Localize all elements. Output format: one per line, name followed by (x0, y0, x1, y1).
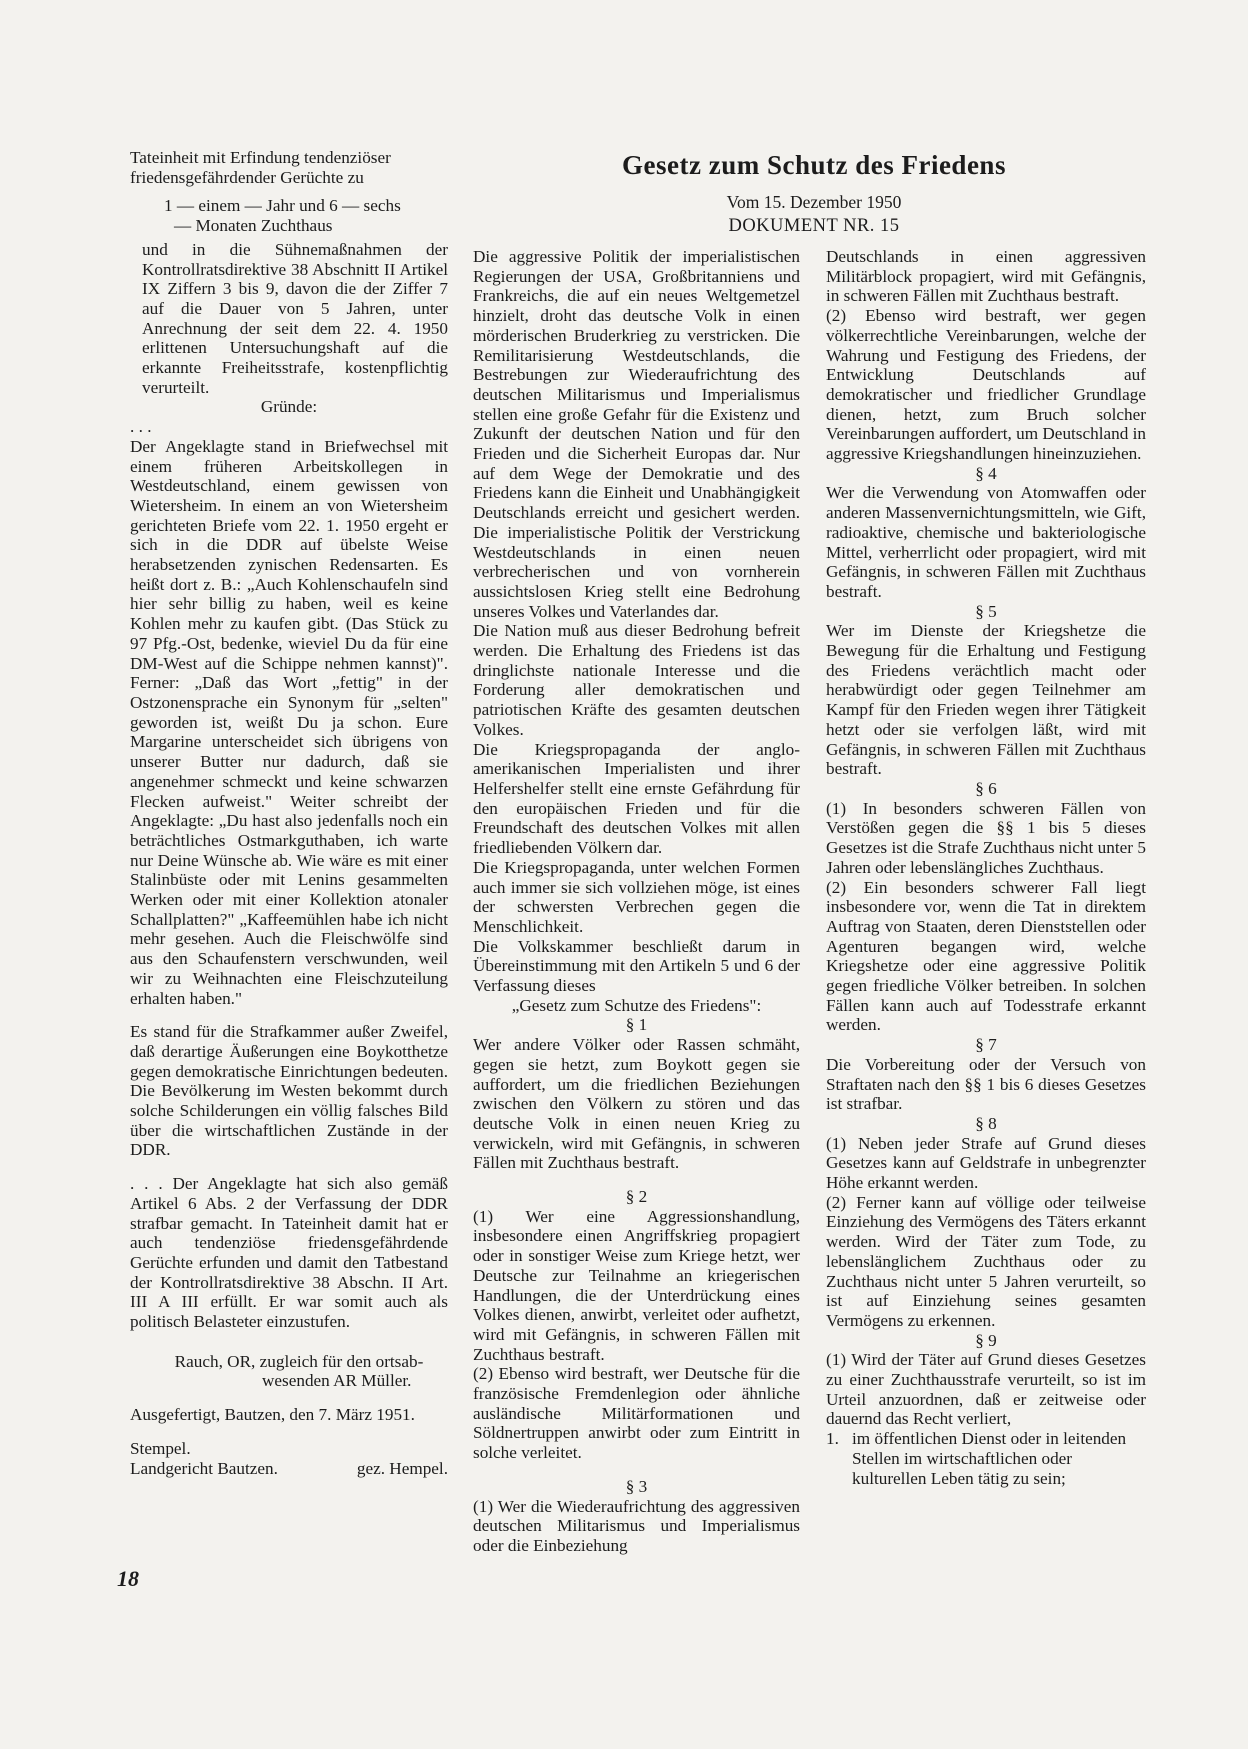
judge-signature: gez. Hempel. (356, 1458, 448, 1478)
right-column (826, 247, 1146, 1488)
court-name: Landgericht Bautzen. (130, 1458, 278, 1478)
list-item-text: im öffentlichen Dienst oder in leitenden Stellen im wirtschaftlichen oder kulturellen Leben tätig zu sein; (852, 1429, 1127, 1488)
reasons-paragraph: . . . Der Angeklagte hat sich also gemäß Artikel 6 Abs. 2 der Verfassung der DDR strafbar gemacht. In Tateinheit damit hat er auch tendenziöse friedensgefährdende Gerüchte erfunden und damit den Tatbestand der Kontrollratsdirektive 38 Abschn. II Art. III A III erfüllt. Er war somit auch als politisch Belasteter einzustufen. (130, 1174, 448, 1332)
section-heading: § 7 (975, 1035, 997, 1055)
section-text: (2) Ein besonders schwerer Fall liegt insbesondere vor, wenn die Tat in direktem Auftrag von Staaten, deren Dienststellen oder Agenturen begangen wird, welche Kriegshetze oder eine aggressive Politik gegen friedliche Völker betreiben. In solchen Fällen kann auch auf Todesstrafe erkannt werden. (826, 877, 1146, 1035)
section-heading: § 8 (975, 1113, 997, 1133)
section-text: (1) Wer die Wiederaufrichtung des aggressiven deutschen Militarismus und Imperialismus oder die Einbeziehung (473, 1496, 800, 1555)
law-date: Vom 15. Dezember 1950 (726, 192, 902, 212)
ellipsis: . . . (130, 417, 152, 437)
page-number: 18 (117, 1566, 139, 1591)
section-heading: § 4 (975, 463, 997, 483)
section-text: (2) Ebenso wird bestraft, wer Deutsche für die französische Fremdenlegion oder ähnliche ausländische Militärformationen und Söldnertruppen anwirbt oder zum Eintritt in solche verleitet. (473, 1364, 800, 1463)
preamble-paragraph: Die Nation muß aus dieser Bedrohung befreit werden. Die Erhaltung des Friedens ist das dringlichste nationale Interesse und die Forderung aller demokratischen und patriotischen Kräfte des gesamten deutschen Volkes. (473, 621, 800, 739)
document-number: DOKUMENT NR. 15 (728, 216, 900, 236)
stamp-label: Stempel. (130, 1438, 191, 1458)
court-signature-row (130, 1459, 448, 1479)
section-heading: § 6 (975, 778, 997, 798)
section-text: Deutschlands in einen aggressiven Militärblock propagiert, wird mit Gefängnis, in schweren Fällen mit Zuchthaus bestraft. (826, 247, 1146, 306)
preamble-paragraph: Die aggressive Politik der imperialistischen Regierungen der USA, Großbritanniens und Frankreichs, die auf ein neues Weltgemetzel hinzielt, droht das deutsche Volk in einen mörderischen Bruderkrieg zu verstricken. Die Remilitarisierung Westdeutschlands, die Bestrebungen zur Wiederaufrichtung des deutschen Militarismus und Imperialismus stellen eine große Gefahr für die Existenz und Zukunft der deutschen Nation und für den Frieden und die Sicherheit Europas dar. Nur auf dem Wege der Demokratie und des Friedens kann die Einheit und Unabhängigkeit Deutschlands erreicht und gesichert werden. Die imperialistische Politik der Verstrickung Westdeutschlands in einen neuen verbrecherischen und von vornherein aussichtslosen Krieg stellt eine Bedrohung unseres Volkes und Vaterlandes dar. (473, 247, 800, 621)
section-heading: § 5 (975, 601, 997, 621)
section-text: (1) In besonders schweren Fällen von Verstößen gegen die §§ 1 bis 5 dieses Gesetzes ist die Strafe Zuchthaus nicht unter 5 Jahren oder lebenslängliches Zuchthaus. (826, 798, 1146, 877)
law-title: Gesetz zum Schutz des Friedens (622, 150, 1006, 180)
intro-line: Tateinheit mit Erfindung tendenziöser (130, 148, 391, 167)
preamble-paragraph: Die Kriegspropaganda, unter welchen Formen auch immer sie sich vollziehen möge, ist eines der schwersten Verbrechen gegen die Menschlichkeit. (473, 857, 800, 936)
section-heading: § 1 (625, 1015, 648, 1035)
intro-line: friedensgefährdender Gerüchte zu (130, 167, 364, 187)
law-header (600, 148, 1028, 237)
list-item (826, 1429, 1146, 1488)
section-heading: § 9 (975, 1330, 997, 1350)
signature-line: wesenden AR Müller. (262, 1371, 412, 1391)
left-column (130, 148, 448, 1478)
section-text: Die Vorbereitung oder der Versuch von Straftaten nach den §§ 1 bis 6 dieses Gesetzes ist strafbar. (826, 1054, 1146, 1114)
section-text: (1) Neben jeder Strafe auf Grund dieses Gesetzes kann auf Geldstrafe in unbegrenzter Höhe erkannt werden. (826, 1133, 1146, 1193)
reasons-paragraph: Es stand für die Strafkammer außer Zweifel, daß derartige Äußerungen eine Boykotthetze gegen demokratische Einrichtungen bedeuten. Die Bevölkerung im Westen bekommt durch solche Schilderungen ein völlig falsches Bild über die wirtschaftlichen Zustände in der DDR. (130, 1022, 448, 1160)
section-heading: § 3 (625, 1476, 648, 1496)
sentence-line: — Monaten Zuchthaus (174, 216, 333, 236)
section-text: (2) Ferner kann auf völlige oder teilweise Einziehung des Vermögens des Täters erkannt werden. Wird der Täter zum Tode, zu lebenslänglichem Zuchthaus oder zu Zuchthaus nicht unter 5 Jahren verurteilt, so ist auf Einziehung seines gesamten Vermögens zu erkennen. (826, 1192, 1146, 1330)
section-text: (1) Wird der Täter auf Grund dieses Gesetzes zu einer Zuchthausstrafe verurteilt, so ist im Urteil anzuordnen, daß er zeitweise oder dauernd das Recht verliert, (826, 1350, 1146, 1429)
section-text: (1) Wer eine Aggressionshandlung, insbesondere einen Angriffskrieg propagiert oder in sonstiger Weise zum Kriege hetzt, wer Deutsche zur Teilnahme an kriegerischen Handlungen, die der Unterdrückung eines Volkes dienen, anwirbt, verleitet oder aufhetzt, wird mit Gefängnis, in schweren Fällen mit Zuchthaus bestraft. (473, 1206, 800, 1364)
signature-line: Rauch, OR, zugleich für den ortsab- (174, 1351, 424, 1371)
section-text: (2) Ebenso wird bestraft, wer gegen völkerrechtliche Vereinbarungen, welche der Wahrung und Festigung des Friedens, der Entwicklung Deutschlands auf demokratischer und friedlicher Grundlage dienen, hetzt, zum Bruch solcher Vereinbarungen auffordert, um Deutschland in aggressive Kriegshandlungen hineinzuziehen. (826, 306, 1146, 464)
middle-column (473, 247, 800, 1556)
law-quoted-title: „Gesetz zum Schutze des Friedens": (511, 995, 762, 1015)
section-heading: § 2 (625, 1187, 648, 1207)
sentence-line: 1 — einem — Jahr und 6 — sechs (164, 196, 401, 216)
sentence-paragraph: und in die Sühnemaßnahmen der Kontrollratsdirektive 38 Abschnitt II Artikel IX Ziffern 3 bis 9, davon die der Ziffer 7 auf die Dauer von 5 Jahren, unter Anrechnung der seit dem 22. 4. 1950 erlittenen Untersuchungshaft auf die erkannte Freiheitsstrafe, kostenpflichtig verurteilt. (142, 239, 448, 397)
reasons-paragraph: Der Angeklagte stand in Briefwechsel mit einem früheren Arbeitskollegen in Westdeutschland, einem gewissen von Wietersheim. In einem an von Wietersheim gerichteten Briefe vom 22. 1. 1950 ergeht er sich in die DDR auf übelste Weise herabsetzenden zynischen Redensarten. Es heißt dort z. B.: „Auch Kohlenschaufeln sind hier sehr billig zu haben, weil es keine Kohlen mehr zu kaufen gibt. (Das Stück zu 97 Pfg.-Ost, bedenke, wieviel Du da für eine DM-West auf die Schippe nehmen kannst)". Ferner: „Daß das Wort „fettig" in der Ostzonensprache ein Synonym für „selten" geworden ist, weißt Du ja schon. Eure Margarine unterscheidet sich übrigens von unserer Butter nur dadurch, daß sie angenehmer schmeckt und keine schwarzen Flecken aufweist." Weiter schreibt der Angeklagte: „Du hast also jedenfalls noch ein beträchtliches Ostmarkguthaben, ich warte nur Deine Wünsche ab. Wie wäre es mit einer Stalinbüste oder mit Lenins gesammelten Werken oder mit einer Kollektion atonaler Schallplatten?" „Kaffeemühlen habe ich nicht mehr gesehen. Auch die Fleischwölfe sind aus den Schaufenstern verschwunden, weil wir zu Weihnachten eine Fleischzuteilung erhalten haben." (130, 436, 448, 1008)
preamble-paragraph: Die Kriegspropaganda der anglo-amerikanischen Imperialisten und ihrer Helfershelfer stellt eine ernste Gefährdung für den europäischen Frieden und für die Freundschaft des deutschen Volkes mit allen friedliebenden Völkern dar. (473, 739, 800, 858)
section-text: Wer die Verwendung von Atomwaffen oder anderen Massenvernichtungsmitteln, wie Gift, radioaktive, chemische und bakteriologische Mittel, verherrlicht oder propagiert, wird mit Gefängnis, in schweren Fällen mit Zuchthaus bestraft. (826, 483, 1146, 601)
list-item-number: 1. (826, 1429, 839, 1449)
section-text: Wer im Dienste der Kriegshetze die Bewegung für die Erhaltung und Festigung des Friedens verächtlich macht oder herabwürdigt oder gegen Teilnehmer am Kampf für den Frieden wegen ihrer Tätigkeit hetzt oder sie verfolgen läßt, wird mit Gefängnis, in schweren Fällen mit Zuchthaus bestraft. (826, 621, 1146, 779)
reasons-heading: Gründe: (260, 397, 318, 417)
preamble-paragraph: Die Volkskammer beschließt darum in Übereinstimmung mit den Artikeln 5 und 6 der Verfassung dieses (473, 936, 800, 996)
issued-line: Ausgefertigt, Bautzen, den 7. März 1951. (130, 1405, 415, 1425)
section-text: Wer andere Völker oder Rassen schmäht, gegen sie hetzt, zum Boykott gegen sie auffordert, um die friedlichen Beziehungen zwischen den Völkern zu stören und das deutsche Volk in einen neuen Krieg zu verwickeln, wird mit Gefängnis, in schweren Fällen mit Zuchthaus bestraft. (473, 1035, 800, 1173)
